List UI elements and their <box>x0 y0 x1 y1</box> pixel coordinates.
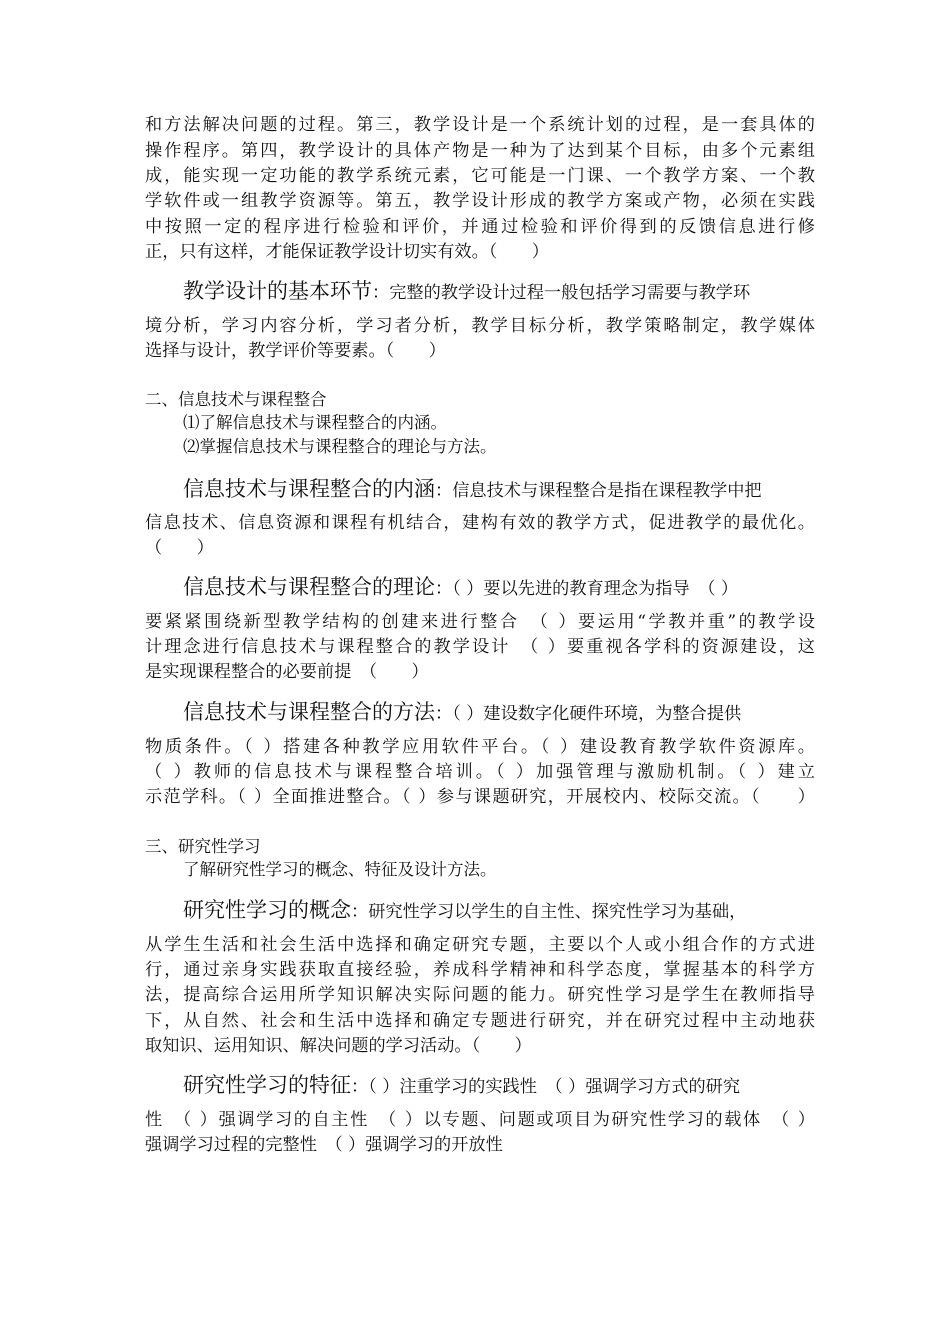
paragraph-line: 是实现课程整合的必要前提 （ ） <box>145 662 429 682</box>
features-heading-line <box>183 1070 815 1102</box>
basic-steps-lead: ：完整的教学设计过程一般包括学习需要与教学环 <box>372 283 751 303</box>
paragraph-line: 和方法解决问题的过程。第三，教学设计是一个系统计划的过程，是一套具体的 <box>145 115 815 135</box>
paragraph-line: 从学生生活和社会生活中选择和确定研究专题，主要以个人或小组合作的方式进 <box>145 935 815 955</box>
paragraph-line: 中按照一定的程序进行检验和评价，并通过检验和评价得到的反馈信息进行修 <box>145 217 815 237</box>
method-heading-line <box>183 697 815 729</box>
section-2-item: ⑵掌握信息技术与课程整合的理论与方法。 <box>183 437 497 456</box>
concept-lead: ：研究性学习以学生的自主性、探究性学习为基础， <box>351 902 747 922</box>
paragraph-line: （ ）教师的信息技术与课程整合培训。（ ）加强管理与激励机制。（ ）建立 <box>145 762 815 782</box>
method-lead: ：（ ）建设数字化硬件环境，为整合提供 <box>435 704 742 724</box>
paragraph-line: 示范学科。（ ）全面推进整合。（ ）参与课题研究，开展校内、校际交流。（ ） <box>145 787 815 807</box>
concept-heading: 研究性学习的概念 <box>183 898 351 922</box>
paragraph-line: 成，能实现一定功能的教学系统元素，它可能是一门课、一个教学方案、一个教 <box>145 166 815 186</box>
paragraph-line: （ ） <box>145 538 214 558</box>
section-2-title: 二、信息技术与课程整合 <box>145 390 327 409</box>
section-2-item: ⑴了解信息技术与课程整合的内涵。 <box>183 413 447 432</box>
paragraph-line: 下，从自然、社会和生活中选择和确定专题进行研究，并在研究过程中主动地获 <box>145 1011 815 1031</box>
paragraph-line: 法，提高综合运用所学知识解决实际问题的能力。研究性学习是学生在教师指导 <box>145 985 815 1005</box>
paragraph-line: 境分析，学习内容分析，学习者分析，教学目标分析，教学策略制定，教学媒体 <box>145 316 815 336</box>
theory-lead: ：（ ）要以先进的教育理念为指导 （ ） <box>435 579 739 599</box>
section-3-item: 了解研究性学习的概念、特征及设计方法。 <box>183 860 497 879</box>
section-3-title: 三、研究性学习 <box>145 837 261 856</box>
features-lead: ：（ ）注重学习的实践性 （ ）强调学习方式的研究 <box>351 1077 741 1097</box>
paragraph-line: 信息技术、信息资源和课程有机结合，建构有效的教学方式，促进教学的最优化。 <box>145 513 815 533</box>
paragraph-line: 物质条件。（ ）搭建各种教学应用软件平台。（ ）建设教育教学软件资源库。 <box>145 737 815 757</box>
method-heading: 信息技术与课程整合的方法 <box>183 700 435 724</box>
basic-steps-heading: 教学设计的基本环节 <box>183 279 372 303</box>
connotation-lead: ：信息技术与课程整合是指在课程教学中把 <box>435 481 762 501</box>
paragraph-line: 学软件或一组教学资源等。第五，教学设计形成的教学方案或产物，必须在实践 <box>145 191 815 211</box>
paragraph-line: 计理念进行信息技术与课程整合的教学设计 （ ）要重视各学科的资源建设，这 <box>145 637 815 657</box>
features-heading: 研究性学习的特征 <box>183 1073 351 1097</box>
paragraph-line: 性 （ ）强调学习的自主性 （ ）以专题、问题或项目为研究性学习的载体 （ ） <box>145 1110 815 1130</box>
connotation-heading-line <box>183 474 815 506</box>
paragraph-line: 行，通过亲身实践获取直接经验，养成科学精神和科学态度，掌握基本的科学方 <box>145 960 815 980</box>
paragraph-line: 要紧紧围绕新型教学结构的创建来进行整合 （ ）要运用“学教并重”的教学设 <box>145 612 815 632</box>
concept-heading-line <box>183 895 815 927</box>
theory-heading-line <box>183 572 815 604</box>
basic-steps-heading-line <box>183 276 815 308</box>
paragraph-line: 正，只有这样，才能保证教学设计切实有效。（ ） <box>145 242 549 262</box>
paragraph-line: 选择与设计，教学评价等要素。（ ） <box>145 341 446 361</box>
connotation-heading: 信息技术与课程整合的内涵 <box>183 477 435 501</box>
paragraph-line: 强调学习过程的完整性 （ ）强调学习的开放性 <box>145 1135 503 1155</box>
paragraph-line: 取知识、运用知识、解决问题的学习活动。（ ） <box>145 1036 532 1056</box>
theory-heading: 信息技术与课程整合的理论 <box>183 575 435 599</box>
paragraph-line: 操作程序。第四，教学设计的具体产物是一种为了达到某个目标，由多个元素组 <box>145 141 815 161</box>
